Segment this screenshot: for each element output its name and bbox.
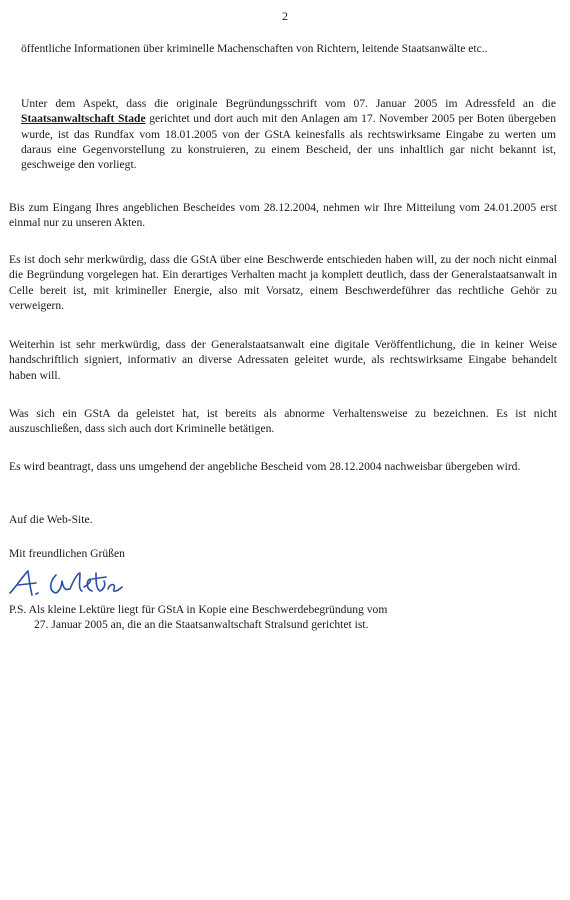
page-number: 2 — [282, 9, 288, 23]
paragraph-7: Es wird beantragt, dass uns umgehend der angebliche Bescheid vom 28.12.2004 nachweisbar übergeben wird. — [9, 460, 521, 473]
paragraph-1: öffentliche Informationen über kriminelle Machenschaften von Richtern, leitende Staatsanwälte etc.. — [21, 42, 488, 55]
paragraph-8: Auf die Web-Site. — [9, 513, 93, 526]
paragraph-2 — [21, 96, 556, 172]
paragraph-6: Was sich ein GStA da geleistet hat, ist bereits als abnorme Verhaltensweise zu bezeichnen. Es ist nicht auszuschließen, dass sich auch dort Kriminelle betätigen. — [9, 407, 557, 436]
paragraph-5: Weiterhin ist sehr merkwürdig, dass der Generalstaatsanwalt eine digitale Veröffentlichung, die in keiner Weise handschriftlich signiert, informativ an diverse Adressaten geleitet wurde, als rechtswirksame Eingabe behandelt haben will. — [9, 338, 557, 382]
paragraph-4: Es ist doch sehr merkwürdig, dass die GStA über eine Beschwerde entschieden haben will, zu der noch nicht einmal die Begründung vorgelegen hat. Ein derartiges Verhalten macht ja komplett deutlich, dass der Generalstaatsanwalt in Celle bereit ist, mit krimineller Energie, also mit Vorsatz, einem Beschwerdeführer das rechtliche Gehör zu verweigern. — [9, 253, 557, 312]
paragraph-2-rest: gerichtet und dort auch mit den Anlagen am 17. November 2005 per Boten übergeben wurde, ist das Rundfax vom 18.01.2005 von der GStA keinesfalls als rechtswirksame Eingabe zu werten um daraus eine Gegenvorstellung zu konstruieren, zu einem Bescheid, der uns inhaltlich gar nicht bekannt ist, geschweige den vorliegt. — [21, 112, 556, 172]
paragraph-3: Bis zum Eingang Ihres angeblichen Bescheides vom 28.12.2004, nehmen wir Ihre Mitteilung vom 24.01.2005 erst einmal nur zu unseren Akten. — [9, 201, 557, 230]
addressee-underlined: Staatsanwaltschaft Stade — [21, 112, 146, 126]
postscript-line-2: 27. Januar 2005 an, die an die Staatsanwaltschaft Stralsund gerichtet ist. — [34, 618, 369, 631]
closing-greeting: Mit freundlichen Grüßen — [9, 547, 125, 560]
handwritten-signature — [6, 567, 156, 601]
paragraph-2-start: Unter dem Aspekt, dass die originale Begründungsschrift vom 07. Januar 2005 im Adressfeld an die — [21, 97, 556, 110]
postscript-line-1: P.S. Als kleine Lektüre liegt für GStA in Kopie eine Beschwerdebegründung vom — [9, 603, 388, 616]
